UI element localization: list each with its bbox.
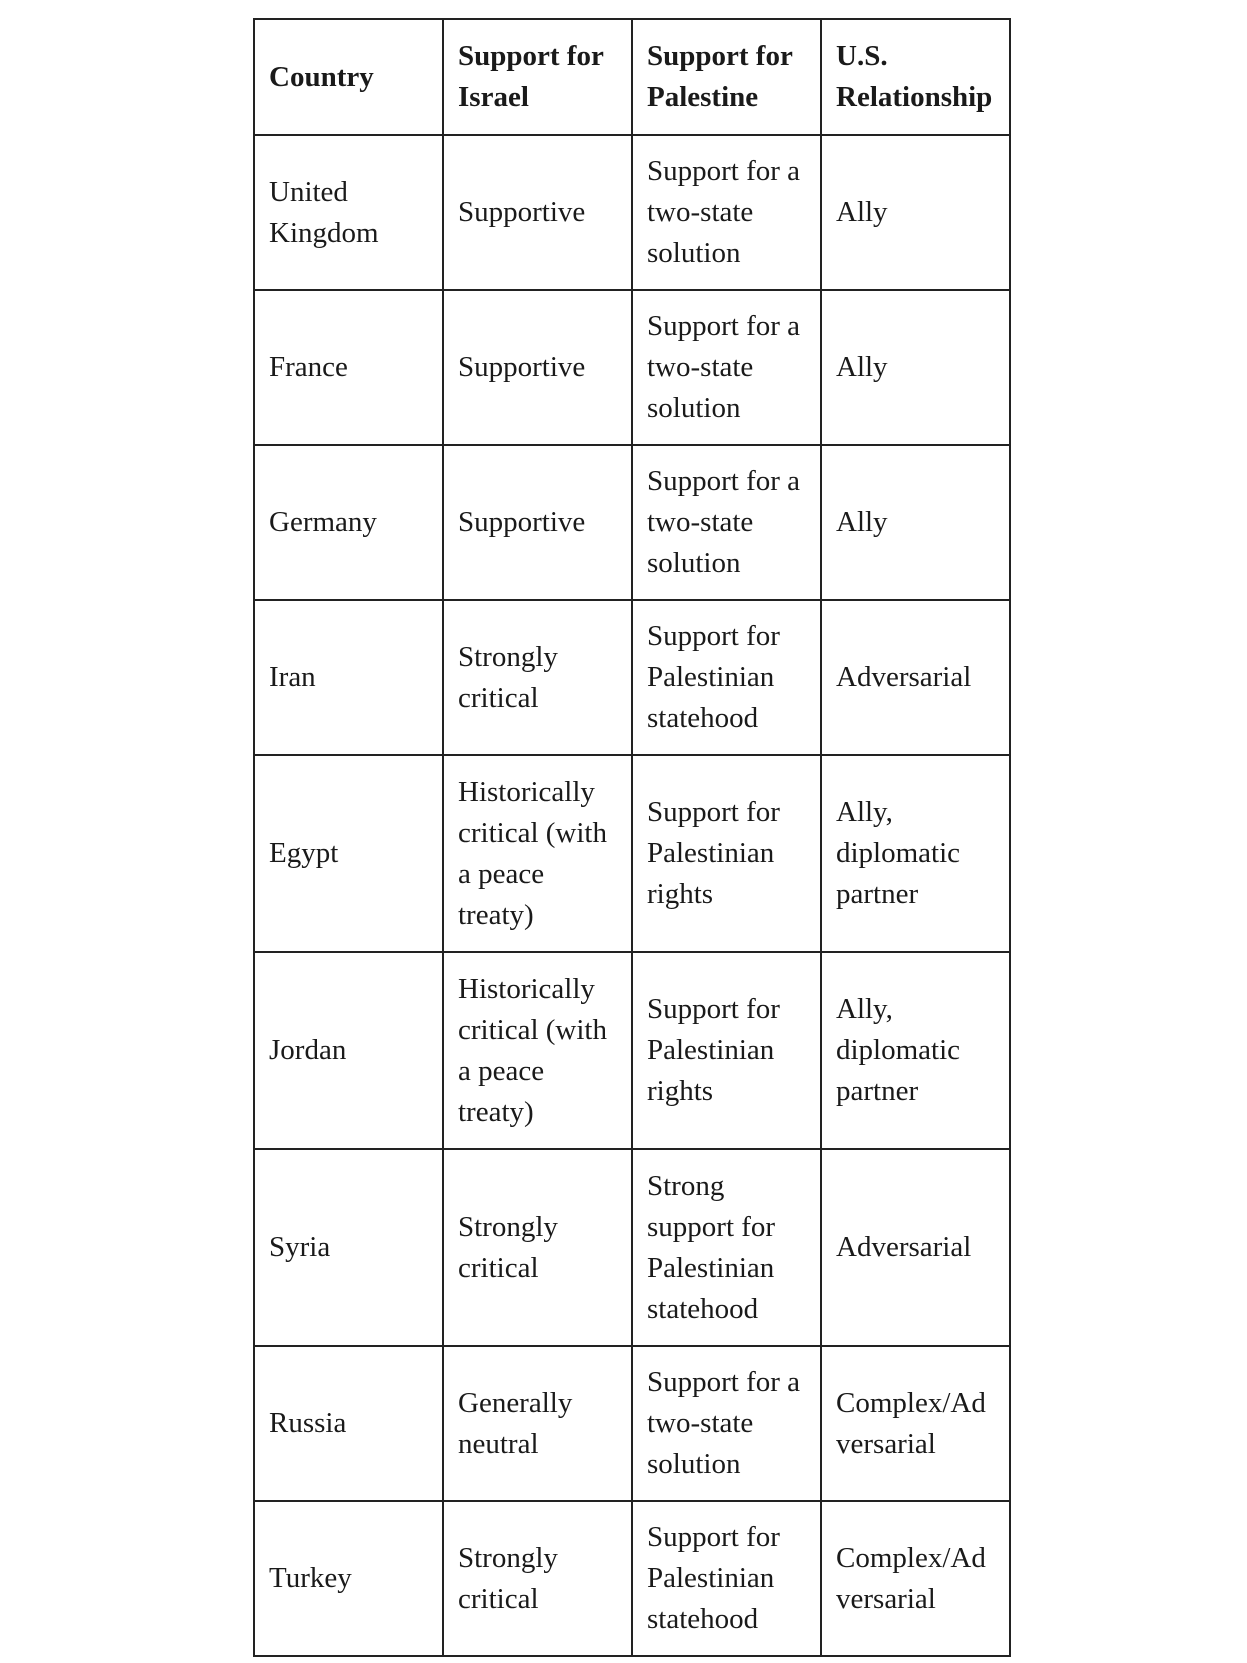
cell-us-relationship: Ally xyxy=(821,445,1010,600)
table-row xyxy=(254,1346,1010,1501)
cell-country: Jordan xyxy=(254,952,443,1149)
cell-country: Syria xyxy=(254,1149,443,1346)
cell-country: Germany xyxy=(254,445,443,600)
header-support-israel: Support for Israel xyxy=(443,19,632,135)
table-row xyxy=(254,1149,1010,1346)
cell-support-israel: Strongly critical xyxy=(443,600,632,755)
cell-support-palestine: Support for a two-state solution xyxy=(632,135,821,290)
cell-support-palestine: Support for a two-state solution xyxy=(632,445,821,600)
cell-support-israel: Supportive xyxy=(443,290,632,445)
cell-country: France xyxy=(254,290,443,445)
cell-support-palestine: Support for Palestinian statehood xyxy=(632,1501,821,1656)
table-row xyxy=(254,445,1010,600)
table-row xyxy=(254,1501,1010,1656)
cell-us-relationship: Complex/Adversarial xyxy=(821,1501,1010,1656)
table-row xyxy=(254,135,1010,290)
cell-us-relationship: Ally xyxy=(821,135,1010,290)
cell-country: United Kingdom xyxy=(254,135,443,290)
table-row xyxy=(254,755,1010,952)
cell-support-israel: Supportive xyxy=(443,445,632,600)
cell-support-palestine: Support for a two-state solution xyxy=(632,1346,821,1501)
cell-country: Egypt xyxy=(254,755,443,952)
header-support-palestine: Support for Palestine xyxy=(632,19,821,135)
cell-us-relationship: Ally xyxy=(821,290,1010,445)
header-us-relationship: U.S. Relationship xyxy=(821,19,1010,135)
header-country: Country xyxy=(254,19,443,135)
table-row xyxy=(254,600,1010,755)
cell-us-relationship: Adversarial xyxy=(821,600,1010,755)
cell-support-israel: Generally neutral xyxy=(443,1346,632,1501)
cell-country: Iran xyxy=(254,600,443,755)
cell-support-palestine: Strong support for Palestinian statehood xyxy=(632,1149,821,1346)
cell-country: Russia xyxy=(254,1346,443,1501)
cell-support-israel: Strongly critical xyxy=(443,1149,632,1346)
cell-support-palestine: Support for Palestinian statehood xyxy=(632,600,821,755)
cell-us-relationship: Ally, diplomatic partner xyxy=(821,952,1010,1149)
table-row xyxy=(254,952,1010,1149)
cell-country: Turkey xyxy=(254,1501,443,1656)
table-row xyxy=(254,290,1010,445)
cell-us-relationship: Ally, diplomatic partner xyxy=(821,755,1010,952)
cell-support-palestine: Support for a two-state solution xyxy=(632,290,821,445)
cell-support-israel: Historically critical (with a peace treaty) xyxy=(443,952,632,1149)
cell-support-israel: Historically critical (with a peace treaty) xyxy=(443,755,632,952)
cell-support-israel: Supportive xyxy=(443,135,632,290)
cell-support-israel: Strongly critical xyxy=(443,1501,632,1656)
cell-support-palestine: Support for Palestinian rights xyxy=(632,952,821,1149)
cell-us-relationship: Adversarial xyxy=(821,1149,1010,1346)
cell-support-palestine: Support for Palestinian rights xyxy=(632,755,821,952)
cell-us-relationship: Complex/Adversarial xyxy=(821,1346,1010,1501)
country-stance-table xyxy=(253,18,1011,1657)
header-row xyxy=(254,19,1010,135)
